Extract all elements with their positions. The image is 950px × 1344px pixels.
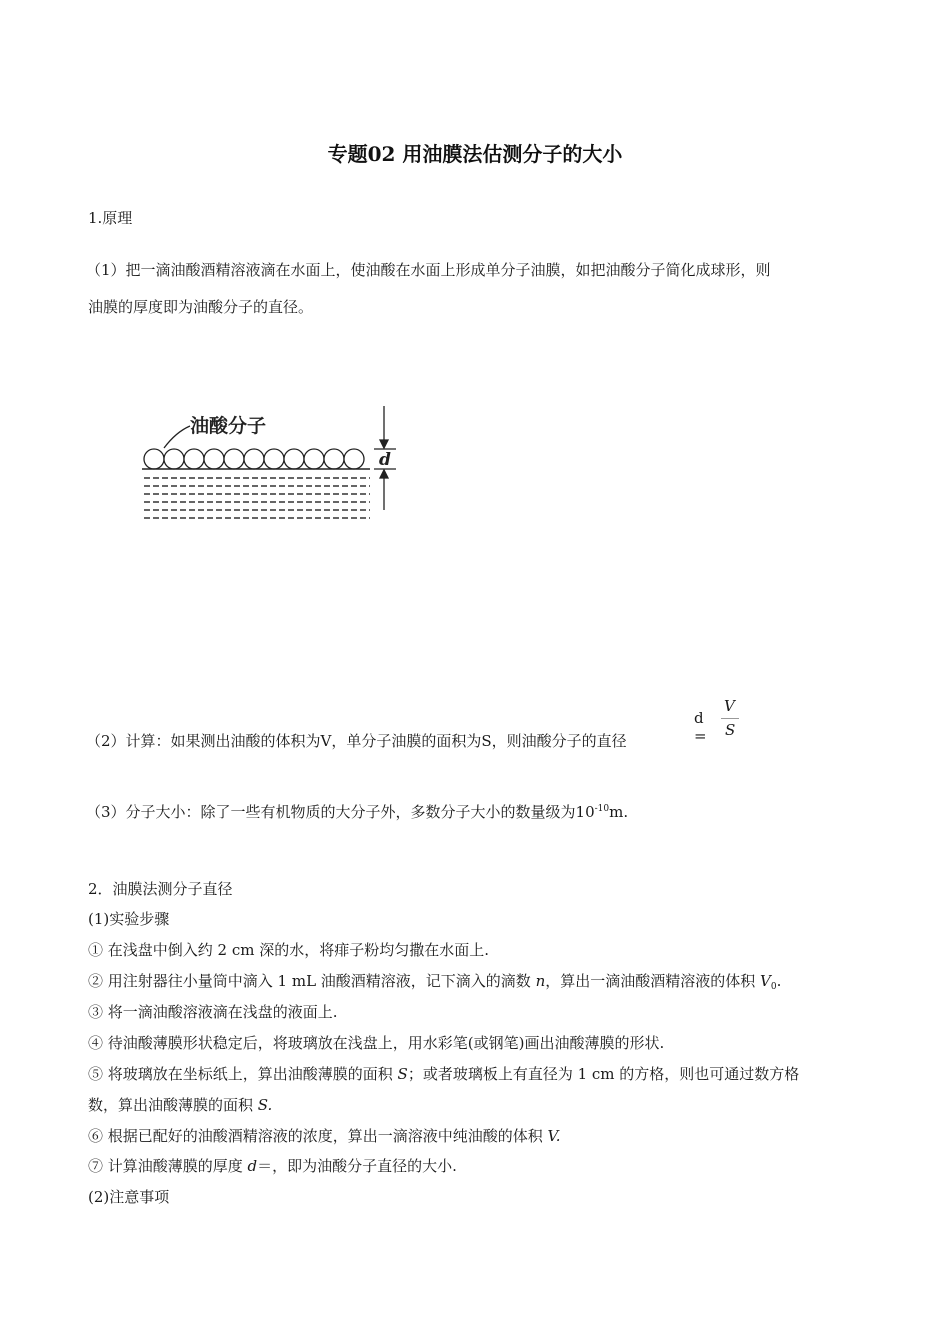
paragraph-3-prefix: （3）分子大小：除了一些有机物质的大分子外，多数分子大小的数量级为10 [86, 803, 595, 821]
notes-heading: (2)注意事项 [88, 1188, 170, 1206]
step-5-s: S [397, 1065, 408, 1083]
step-2-end: . [776, 972, 782, 990]
formula-denominator: S [725, 721, 736, 739]
steps-heading: (1)实验步骤 [88, 910, 170, 928]
paragraph-2: （2）计算：如果测出油酸的体积为V，单分子油膜的面积为S，则油酸分子的直径 [86, 732, 627, 750]
page-title: 专题02 用油膜法估测分子的大小 [327, 142, 623, 166]
molecule-circles [144, 449, 364, 469]
step-2-text-a: ② 用注射器往小量筒中滴入 1 mL 油酸酒精溶液，记下滴入的滴数 [88, 972, 536, 990]
fraction-bar [721, 718, 739, 719]
thickness-symbol: d [379, 450, 391, 470]
molecule-label: 油酸分子 [190, 415, 267, 437]
formula-lhs: d = [694, 709, 707, 745]
step-5-text-b: ；或者玻璃板上有直径为 1 cm 的方格，则也可通过数方格 [407, 1065, 800, 1083]
paragraph-3 [86, 801, 628, 822]
section-heading-method: 2．油膜法测分子直径 [88, 880, 233, 898]
paragraph-1-line-1: （1）把一滴油酸酒精溶液滴在水面上，使油酸在水面上形成单分子油膜，如把油酸分子简化成球形，则 [86, 261, 771, 279]
step-6-text: ⑥ 根据已配好的油酸酒精溶液的浓度，算出一滴溶液中纯油酸的体积 [88, 1127, 548, 1145]
step-2-subscript: 0 [770, 982, 777, 992]
oil-film-diagram [138, 400, 400, 525]
step-5-line-2 [88, 1094, 272, 1115]
step-2-v: V [760, 972, 771, 990]
step-7 [88, 1155, 457, 1176]
step-1: ① 在浅盘中倒入约 2 cm 深的水，将痱子粉均匀撒在水面上. [88, 941, 490, 959]
step-5-line-1 [88, 1063, 799, 1084]
formula-numerator: V [724, 697, 735, 715]
step-5-line-2-s: S. [257, 1096, 273, 1114]
step-5-text-a: ⑤ 将玻璃放在坐标纸上，算出油酸薄膜的面积 [88, 1065, 398, 1083]
water-dashes [144, 478, 370, 518]
step-7-d: d [247, 1157, 258, 1175]
step-5-line-2-text: 数，算出油酸薄膜的面积 [88, 1096, 258, 1114]
step-4: ④ 待油酸薄膜形状稳定后，将玻璃放在浅盘上，用水彩笔(或钢笔)画出油酸薄膜的形状. [88, 1034, 665, 1052]
section-heading-principle: 1.原理 [88, 209, 133, 227]
step-3: ③ 将一滴油酸溶液滴在浅盘的液面上. [88, 1003, 338, 1021]
step-6 [88, 1125, 561, 1146]
paragraph-3-suffix: m. [609, 803, 629, 821]
step-2-n: n [535, 972, 546, 990]
step-2-text-b: ，算出一滴油酸酒精溶液的体积 [545, 972, 761, 990]
step-2 [88, 970, 781, 992]
exponent: -10 [594, 804, 610, 814]
paragraph-1-line-2: 油膜的厚度即为油酸分子的直径。 [88, 298, 314, 316]
step-7-text-b: ＝，即为油酸分子直径的大小. [257, 1157, 457, 1175]
step-6-v: V. [547, 1127, 561, 1145]
step-7-text-a: ⑦ 计算油酸薄膜的厚度 [88, 1157, 248, 1175]
